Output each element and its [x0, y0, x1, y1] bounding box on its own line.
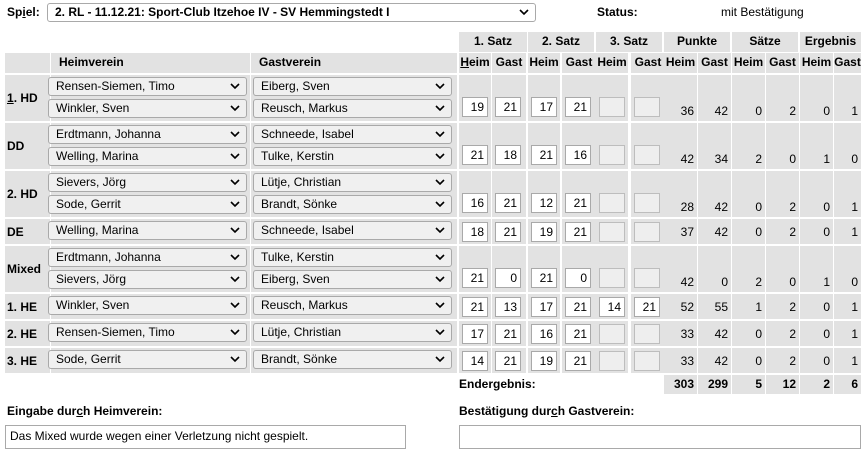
ergebnis-home: 0	[823, 200, 830, 214]
saetze-away: 2	[789, 327, 796, 341]
totals-label: Endergebnis:	[459, 377, 536, 391]
set1-home-input[interactable]: 16	[462, 193, 488, 213]
saetze-home: 0	[755, 327, 762, 341]
set3-away-input[interactable]	[634, 268, 660, 288]
away-player-name: Eiberg, Sven	[261, 79, 330, 93]
chevron-down-icon	[229, 272, 241, 287]
ergebnis-home: 0	[823, 104, 830, 118]
home-player-name: Sievers, Jörg	[56, 175, 127, 189]
set1-away-input[interactable]: 0	[495, 268, 521, 288]
set2-away-input[interactable]: 21	[565, 297, 591, 317]
home-player-select[interactable]	[48, 173, 247, 192]
chevron-down-icon	[434, 298, 446, 313]
chevron-down-icon	[229, 223, 241, 238]
punkte-away: 55	[714, 300, 728, 314]
header-gast: Gast	[766, 53, 799, 73]
set2-away-input[interactable]: 0	[565, 268, 591, 288]
chevron-down-icon	[229, 352, 241, 367]
chevron-down-icon	[229, 298, 241, 313]
chevron-down-icon	[434, 197, 446, 212]
away-player-select[interactable]	[253, 99, 452, 118]
punkte-away: 0	[721, 275, 728, 289]
chevron-down-icon	[229, 101, 241, 116]
header-gast: Gast	[834, 53, 861, 73]
punkte-home: 36	[680, 104, 694, 118]
home-player-select[interactable]	[48, 99, 247, 118]
header-blank	[5, 53, 50, 73]
punkte-home: 42	[680, 152, 694, 166]
set2-away-input[interactable]: 21	[565, 222, 591, 242]
away-player-name: Schneede, Isabel	[261, 223, 354, 237]
header-gast: Gast	[562, 53, 596, 73]
saetze-home: 0	[755, 225, 762, 239]
chevron-down-icon	[434, 325, 446, 340]
away-player-name: Tulke, Kerstin	[261, 250, 334, 264]
saetze-away: 2	[789, 200, 796, 214]
header-saetze: Sätze	[732, 32, 798, 52]
punkte-home: 33	[680, 327, 694, 341]
home-player-name: Sievers, Jörg	[56, 272, 127, 286]
set3-home-input[interactable]	[599, 222, 625, 242]
away-player-name: Brandt, Sönke	[261, 352, 338, 366]
punkte-away: 42	[714, 104, 728, 118]
home-player-name: Erdtmann, Johanna	[56, 127, 161, 141]
chevron-down-icon	[518, 5, 530, 20]
punkte-away: 42	[714, 327, 728, 341]
total-ergebnis-home: 2	[800, 375, 833, 394]
set3-home-input[interactable]	[599, 268, 625, 288]
punkte-home: 42	[680, 275, 694, 289]
home-player-select[interactable]	[48, 195, 247, 214]
away-player-select[interactable]	[253, 323, 452, 342]
header-satz1: 1. Satz	[459, 32, 527, 52]
home-player-select[interactable]	[48, 270, 247, 289]
chevron-down-icon	[434, 250, 446, 265]
chevron-down-icon	[229, 325, 241, 340]
row-label: 2. HE	[7, 326, 38, 341]
away-comment-textarea[interactable]	[459, 425, 861, 449]
saetze-away: 2	[789, 225, 796, 239]
set2-away-input[interactable]: 16	[565, 145, 591, 165]
ergebnis-away: 1	[851, 104, 858, 118]
chevron-down-icon	[229, 149, 241, 164]
home-player-name: Rensen-Siemen, Timo	[56, 325, 175, 339]
set3-away-input[interactable]	[634, 222, 660, 242]
set1-away-input[interactable]: 21	[495, 324, 521, 344]
status-value: mit Bestätigung	[721, 5, 804, 19]
set3-away-input[interactable]	[634, 351, 660, 371]
ergebnis-away: 1	[851, 300, 858, 314]
header-ergebnis: Ergebnis	[800, 32, 861, 52]
set2-away-input[interactable]: 21	[565, 351, 591, 371]
row-label: DE	[7, 224, 24, 239]
punkte-home: 37	[680, 225, 694, 239]
header-gast: Gast	[631, 53, 665, 73]
away-player-select[interactable]	[253, 125, 452, 144]
punkte-away: 42	[714, 200, 728, 214]
chevron-down-icon	[229, 250, 241, 265]
saetze-home: 0	[755, 200, 762, 214]
total-ergebnis-away: 6	[834, 375, 861, 394]
set1-home-input[interactable]: 18	[462, 222, 488, 242]
away-player-name: Schneede, Isabel	[261, 127, 354, 141]
set3-away-input[interactable]	[634, 97, 660, 117]
set1-away-input[interactable]: 13	[495, 297, 521, 317]
set3-away-input[interactable]	[634, 193, 660, 213]
punkte-away: 42	[714, 354, 728, 368]
ergebnis-home: 0	[823, 354, 830, 368]
away-player-select[interactable]	[253, 77, 452, 96]
set2-home-input[interactable]: 16	[531, 324, 557, 344]
saetze-home: 2	[755, 152, 762, 166]
punkte-home: 52	[680, 300, 694, 314]
home-player-select[interactable]	[48, 350, 247, 369]
away-player-select[interactable]	[253, 270, 452, 289]
saetze-away: 0	[789, 275, 796, 289]
row-label: 3. HE	[7, 353, 38, 368]
row-label: 1. HD	[7, 91, 38, 105]
total-saetze-home: 5	[732, 375, 765, 394]
saetze-home: 2	[755, 275, 762, 289]
ergebnis-home: 0	[823, 225, 830, 239]
set2-home-input[interactable]: 17	[531, 97, 557, 117]
chevron-down-icon	[434, 127, 446, 142]
set1-home-input[interactable]: 17	[462, 324, 488, 344]
game-select-value: 2. RL - 11.12.21: Sport-Club Itzehoe IV - SV Hemmingstedt I	[55, 5, 390, 19]
ergebnis-away: 1	[851, 354, 858, 368]
chevron-down-icon	[229, 197, 241, 212]
header-gast: Gast	[698, 53, 731, 73]
away-player-name: Lütje, Christian	[261, 325, 342, 339]
home-comment-textarea[interactable]: Das Mixed wurde wegen einer Verletzung nicht gespielt.	[5, 425, 406, 449]
home-player-name: Welling, Marina	[56, 223, 139, 237]
header-heim: Heim	[664, 53, 697, 73]
ergebnis-away: 1	[851, 200, 858, 214]
away-player-name: Tulke, Kerstin	[261, 149, 334, 163]
chevron-down-icon	[434, 272, 446, 287]
row-label: 1. HE	[7, 299, 38, 314]
home-player-select[interactable]	[48, 248, 247, 267]
chevron-down-icon	[434, 352, 446, 367]
home-player-name: Erdtmann, Johanna	[56, 250, 161, 264]
away-player-select[interactable]	[253, 195, 452, 214]
home-player-select[interactable]	[48, 296, 247, 315]
saetze-away: 2	[789, 354, 796, 368]
header-satz3: 3. Satz	[596, 32, 662, 52]
ergebnis-away: 1	[851, 327, 858, 341]
home-player-select[interactable]	[48, 125, 247, 144]
header-gast: Gast	[492, 53, 526, 73]
ergebnis-home: 1	[823, 275, 830, 289]
ergebnis-home: 1	[823, 152, 830, 166]
chevron-down-icon	[229, 175, 241, 190]
set1-away-input[interactable]: 21	[495, 193, 521, 213]
home-player-name: Sode, Gerrit	[56, 197, 121, 211]
set2-home-input[interactable]: 19	[531, 351, 557, 371]
set3-home-input[interactable]	[599, 145, 625, 165]
header-satz2: 2. Satz	[528, 32, 594, 52]
total-punkte-home: 303	[664, 375, 697, 394]
chevron-down-icon	[434, 175, 446, 190]
punkte-away: 42	[714, 225, 728, 239]
ergebnis-away: 1	[851, 225, 858, 239]
away-player-name: Reusch, Markus	[261, 101, 348, 115]
set3-away-input[interactable]	[634, 145, 660, 165]
set1-away-input[interactable]: 18	[495, 145, 521, 165]
away-player-select[interactable]	[253, 173, 452, 192]
set2-home-input[interactable]: 21	[531, 268, 557, 288]
total-punkte-away: 299	[698, 375, 731, 394]
status-label: Status:	[597, 5, 638, 19]
away-player-select[interactable]	[253, 248, 452, 267]
away-player-name: Reusch, Markus	[261, 298, 348, 312]
header-heim: Heim	[800, 53, 833, 73]
set3-home-input[interactable]: 14	[599, 297, 625, 317]
home-player-select[interactable]	[48, 323, 247, 342]
set3-home-input[interactable]	[599, 97, 625, 117]
set1-away-input[interactable]: 21	[495, 97, 521, 117]
header-heim: Heim	[732, 53, 765, 73]
away-player-name: Eiberg, Sven	[261, 272, 330, 286]
set1-home-input[interactable]: 21	[462, 297, 488, 317]
away-player-select[interactable]	[253, 296, 452, 315]
chevron-down-icon	[434, 101, 446, 116]
home-player-name: Winkler, Sven	[56, 101, 130, 115]
set1-home-input[interactable]: 14	[462, 351, 488, 371]
home-player-name: Welling, Marina	[56, 149, 139, 163]
set3-home-input[interactable]	[599, 193, 625, 213]
ergebnis-away: 0	[851, 152, 858, 166]
row-label: DD	[7, 139, 25, 153]
header-heim: Heim	[459, 53, 491, 73]
home-comment-label: Eingabe durch Heimverein:	[7, 404, 163, 418]
row-label: Mixed	[7, 262, 42, 276]
home-player-name: Sode, Gerrit	[56, 352, 121, 366]
total-saetze-away: 12	[766, 375, 799, 394]
away-player-select[interactable]	[253, 147, 452, 166]
saetze-away: 0	[789, 152, 796, 166]
set2-away-input[interactable]: 21	[565, 193, 591, 213]
away-player-select[interactable]	[253, 221, 452, 240]
away-player-name: Brandt, Sönke	[261, 197, 338, 211]
header-punkte: Punkte	[664, 32, 730, 52]
punkte-away: 34	[714, 152, 728, 166]
game-label: Spiel:	[7, 5, 40, 19]
chevron-down-icon	[229, 127, 241, 142]
home-player-name: Rensen-Siemen, Timo	[56, 79, 175, 93]
set2-home-input[interactable]: 19	[531, 222, 557, 242]
header-heim: Heim	[596, 53, 628, 73]
chevron-down-icon	[434, 149, 446, 164]
punkte-home: 28	[680, 200, 694, 214]
chevron-down-icon	[434, 79, 446, 94]
set2-home-input[interactable]: 17	[531, 297, 557, 317]
punkte-home: 33	[680, 354, 694, 368]
home-player-select[interactable]	[48, 221, 247, 240]
chevron-down-icon	[229, 79, 241, 94]
home-player-select[interactable]	[48, 77, 247, 96]
saetze-home: 0	[755, 354, 762, 368]
set3-away-input[interactable]: 21	[634, 297, 660, 317]
set2-home-input[interactable]: 21	[531, 145, 557, 165]
set1-away-input[interactable]: 21	[495, 351, 521, 371]
away-player-name: Lütje, Christian	[261, 175, 342, 189]
header-gastverein: Gastverein	[251, 53, 457, 73]
away-comment-label: Bestätigung durch Gastverein:	[459, 404, 635, 418]
set2-home-input[interactable]: 12	[531, 193, 557, 213]
set1-away-input[interactable]: 21	[495, 222, 521, 242]
set2-away-input[interactable]: 21	[565, 324, 591, 344]
chevron-down-icon	[434, 223, 446, 238]
set3-home-input[interactable]	[599, 324, 625, 344]
saetze-home: 0	[755, 104, 762, 118]
away-player-select[interactable]	[253, 350, 452, 369]
ergebnis-home: 0	[823, 300, 830, 314]
home-player-select[interactable]	[48, 147, 247, 166]
home-player-name: Winkler, Sven	[56, 298, 130, 312]
set1-home-input[interactable]: 21	[462, 145, 488, 165]
game-select[interactable]	[47, 3, 536, 22]
row-label: 2. HD	[7, 187, 38, 201]
saetze-home: 1	[755, 300, 762, 314]
header-heimverein: Heimverein	[51, 53, 250, 73]
ergebnis-away: 0	[851, 275, 858, 289]
set3-away-input[interactable]	[634, 324, 660, 344]
set3-home-input[interactable]	[599, 351, 625, 371]
set2-away-input[interactable]: 21	[565, 97, 591, 117]
header-heim: Heim	[528, 53, 560, 73]
ergebnis-home: 0	[823, 327, 830, 341]
set1-home-input[interactable]: 21	[462, 268, 488, 288]
saetze-away: 2	[789, 104, 796, 118]
set1-home-input[interactable]: 19	[462, 97, 488, 117]
saetze-away: 2	[789, 300, 796, 314]
